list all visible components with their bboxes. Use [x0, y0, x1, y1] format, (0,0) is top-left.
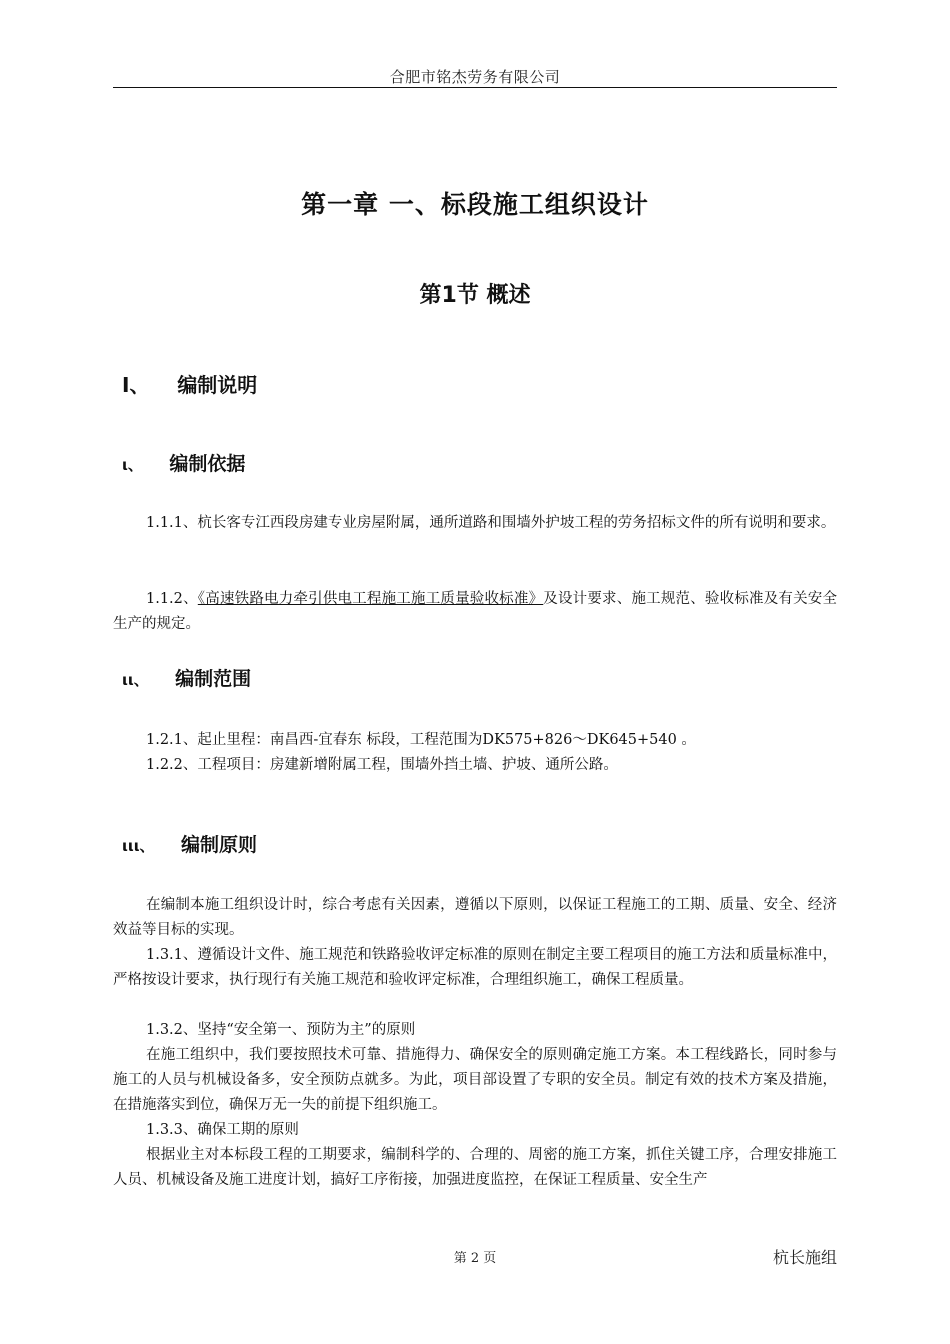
heading-number: ι、	[122, 456, 143, 474]
paragraph-1-3-1: 1.3.1、遵循设计文件、施工规范和铁路验收评定标准的原则在制定主要工程项目的施工方法和质量标准中，严格按设计要求，执行现行有关施工规范和验收评定标准，合理组织施工，确保工程质量。	[113, 947, 837, 988]
page-header-company: 合肥市铭杰劳务有限公司	[389, 68, 561, 86]
heading-compilation-principles	[122, 830, 257, 857]
paragraph-1-3-3-body: 根据业主对本标段工程的工期要求，编制科学的、合理的、周密的施工方案，抓住关键工序，合理安排施工人员、机械设备及施工进度计划，搞好工序衔接，加强进度监控，在保证工程质量、安全生产	[113, 1147, 837, 1188]
paragraph-1-2-1: 1.2.1、起止里程：南昌西-宜春东 标段，工程范围为DK575+826～DK645+540 。	[146, 732, 696, 748]
header-divider	[113, 87, 837, 88]
heading-text: 编制原则	[181, 834, 258, 856]
heading-compilation-basis	[122, 449, 245, 476]
paragraph-1-1-1: 1.1.1、杭长客专江西段房建专业房屋附属，通所道路和围墙外护坡工程的劳务招标文件的所有说明和要求。	[146, 515, 836, 531]
page-number: 第 2 页	[453, 1251, 497, 1266]
heading-text: 编制范围	[175, 668, 252, 690]
paragraph-suffix: 及设计要求、施工规范、验收标准及有关安全生产的规定。	[113, 591, 837, 632]
section-title: 第1节 概述	[419, 283, 531, 308]
standard-reference: 《高速铁路电力牵引供电工程施工施工质量验收标准》	[197, 591, 544, 607]
heading-number: ιι、	[122, 671, 149, 689]
heading-text: 编制依据	[169, 453, 246, 475]
paragraph-1-3-3: 1.3.3、确保工期的原则	[146, 1122, 299, 1138]
paragraph-principles-intro: 在编制本施工组织设计时，综合考虑有关因素，遵循以下原则，以保证工程施工的工期、质量、安全、经济效益等目标的实现。	[113, 897, 837, 938]
chapter-title: 第一章 一、标段施工组织设计	[301, 190, 649, 219]
heading-number: I、	[122, 373, 150, 397]
paragraph-1-2-2: 1.2.2、工程项目：房建新增附属工程，围墙外挡土墙、护坡、通所公路。	[146, 757, 618, 773]
footer-doc-label: 杭长施组	[772, 1248, 837, 1267]
paragraph-1-3-2-body: 在施工组织中，我们要按照技术可靠、措施得力、确保安全的原则确定施工方案。本工程线路长，同时参与施工的人员与机械设备多，安全预防点就多。为此，项目部设置了专职的安全员。制定有效的技术方案及措施，在措施落实到位，确保万无一失的前提下组织施工。	[113, 1047, 837, 1113]
heading-compilation-scope	[122, 664, 251, 691]
paragraph-1-3-2: 1.3.2、坚持“安全第一、预防为主”的原则	[146, 1022, 416, 1038]
heading-text: 编制说明	[177, 373, 258, 397]
paragraph-prefix: 1.1.2、	[146, 591, 198, 607]
heading-number: ιιι、	[122, 837, 155, 855]
paragraph-1-1-2	[113, 587, 837, 637]
heading-compilation-notes	[122, 369, 257, 398]
